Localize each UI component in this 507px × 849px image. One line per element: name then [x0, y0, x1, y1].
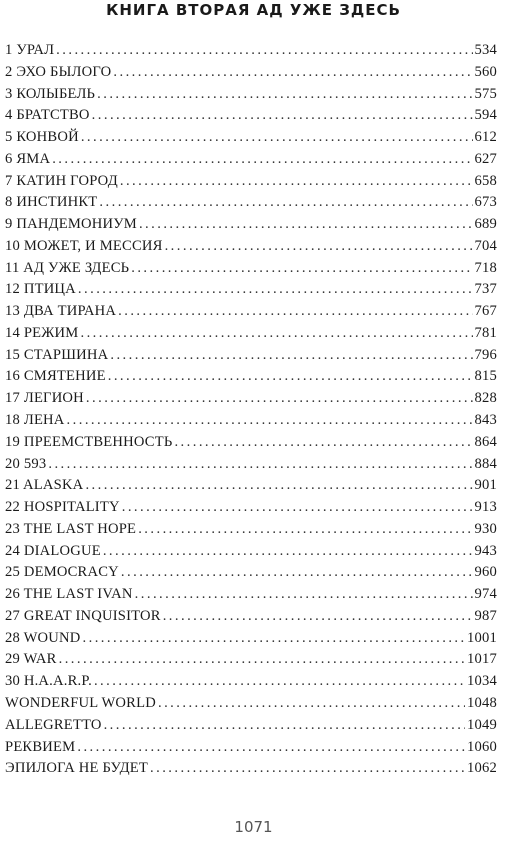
toc-entry — [5, 127, 497, 149]
dot-leader — [48, 454, 472, 476]
toc-entry-page: 1048 — [467, 694, 497, 711]
dot-leader — [131, 258, 472, 280]
toc-entry — [5, 584, 497, 606]
toc-entry — [5, 671, 497, 693]
toc-entry — [5, 475, 497, 497]
toc-entry — [5, 258, 497, 280]
toc-entry — [5, 105, 497, 127]
toc-entry-page: 534 — [474, 42, 497, 58]
toc-entry-title: ALLEGRETTO — [5, 716, 102, 733]
dot-leader — [85, 475, 472, 497]
toc-entry-title: 11 АД УЖЕ ЗДЕСЬ — [5, 259, 130, 276]
dot-leader — [52, 149, 472, 171]
toc-entry — [5, 323, 497, 345]
dot-leader — [99, 192, 472, 214]
toc-entry-page: 960 — [474, 564, 497, 581]
dot-leader — [174, 432, 472, 454]
toc-entry-title: 3 КОЛЫБЕЛЬ — [5, 85, 96, 102]
toc-entry-page: 718 — [474, 259, 497, 276]
toc-entry-title: 30 H.A.A.R.P. — [5, 673, 92, 690]
toc-entry — [5, 454, 497, 476]
toc-entry-page: 1060 — [467, 738, 497, 755]
toc-entry-title: 1 УРАЛ — [5, 42, 55, 58]
toc-entry-title: 16 СМЯТЕНИЕ — [5, 368, 106, 385]
toc-entry — [5, 693, 497, 715]
table-of-contents — [5, 40, 497, 780]
toc-entry-title: 26 THE LAST IVAN — [5, 586, 133, 603]
dot-leader — [139, 214, 473, 236]
toc-entry-title: WONDERFUL WORLD — [5, 694, 156, 711]
toc-entry-title: 18 ЛЕНА — [5, 412, 65, 429]
toc-entry-title: 10 МОЖЕТ, И МЕССИЯ — [5, 237, 163, 254]
toc-entry — [5, 649, 497, 671]
toc-entry-page: 930 — [474, 520, 497, 537]
toc-entry-title: 13 ДВА ТИРАНА — [5, 303, 117, 320]
dot-leader — [165, 236, 473, 258]
toc-entry-page: 658 — [474, 172, 497, 189]
toc-entry-title: 8 ИНСТИНКТ — [5, 194, 98, 211]
toc-entry-page: 594 — [474, 107, 497, 124]
dot-leader — [135, 584, 473, 606]
dot-leader — [92, 105, 473, 127]
toc-entry-page: 673 — [474, 194, 497, 211]
toc-entry-title: 27 GREAT INQUISITOR — [5, 607, 161, 624]
toc-entry-page: 1001 — [467, 629, 497, 646]
toc-entry-page: 974 — [474, 586, 497, 603]
toc-entry-page: 560 — [474, 63, 497, 80]
toc-entry-page: 843 — [474, 412, 497, 429]
dot-leader — [121, 562, 473, 584]
toc-entry-title: 12 ПТИЦА — [5, 281, 76, 298]
toc-entry-title: 22 HOSPITALITY — [5, 499, 120, 516]
dot-leader — [83, 628, 465, 650]
toc-entry-title: 4 БРАТСТВО — [5, 107, 90, 124]
toc-entry-page: 796 — [474, 346, 497, 363]
toc-entry — [5, 301, 497, 323]
toc-entry — [5, 562, 497, 584]
section-heading: КНИГА ВТОРАЯ АД УЖЕ ЗДЕСЬ — [106, 1, 401, 19]
dot-leader — [59, 649, 465, 671]
toc-entry-title: 24 DIALOGUE — [5, 542, 101, 559]
toc-entry-page: 627 — [474, 150, 497, 167]
dot-leader — [110, 345, 472, 367]
toc-entry — [5, 214, 497, 236]
toc-entry-title: 28 WOUND — [5, 629, 81, 646]
toc-entry — [5, 40, 497, 62]
toc-entry — [5, 737, 497, 759]
dot-leader — [67, 410, 473, 432]
dot-leader — [108, 366, 473, 388]
toc-entry — [5, 606, 497, 628]
toc-entry — [5, 410, 497, 432]
toc-entry-page: 828 — [474, 390, 497, 407]
toc-entry-title: 20 593 — [5, 455, 47, 472]
toc-entry — [5, 345, 497, 367]
dot-leader — [150, 758, 465, 780]
page-number: 1071 — [234, 818, 273, 836]
toc-entry-title: 19 ПРЕЕМСТВЕННОСТЬ — [5, 433, 173, 450]
toc-entry — [5, 84, 497, 106]
toc-entry-title: 15 СТАРШИНА — [5, 346, 109, 363]
toc-entry-page: 689 — [474, 216, 497, 233]
toc-entry-page: 781 — [474, 324, 497, 341]
toc-entry-page: 737 — [474, 281, 497, 298]
toc-entry-page: 612 — [474, 129, 497, 146]
toc-entry — [5, 192, 497, 214]
toc-entry-title: 17 ЛЕГИОН — [5, 390, 84, 407]
toc-entry-title: 21 ALASKA — [5, 477, 84, 494]
toc-entry-title: 14 РЕЖИМ — [5, 324, 79, 341]
toc-entry-title: 7 КАТИН ГОРОД — [5, 172, 118, 189]
dot-leader — [122, 497, 473, 519]
toc-entry — [5, 62, 497, 84]
dot-leader — [104, 715, 465, 737]
toc-entry — [5, 541, 497, 563]
toc-entry — [5, 388, 497, 410]
dot-leader — [138, 519, 472, 541]
toc-entry-title: 2 ЭХО БЫЛОГО — [5, 63, 112, 80]
toc-entry — [5, 432, 497, 454]
dot-leader — [158, 693, 465, 715]
dot-leader — [163, 606, 473, 628]
toc-entry — [5, 279, 497, 301]
toc-entry-page: 943 — [474, 542, 497, 559]
toc-entry — [5, 519, 497, 541]
dot-leader — [118, 301, 472, 323]
dot-leader — [120, 171, 473, 193]
dot-leader — [81, 127, 473, 149]
toc-entry-title: 29 WAR — [5, 651, 57, 668]
toc-entry — [5, 366, 497, 388]
toc-entry — [5, 628, 497, 650]
toc-entry-page: 1017 — [467, 651, 497, 668]
dot-leader — [77, 737, 465, 759]
toc-entry-title: ЭПИЛОГА НЕ БУДЕТ — [5, 760, 148, 777]
dot-leader — [86, 388, 473, 410]
toc-entry-page: 987 — [474, 607, 497, 624]
toc-entry-page: 767 — [474, 303, 497, 320]
toc-entry-page: 704 — [474, 237, 497, 254]
toc-entry — [5, 497, 497, 519]
dot-leader — [103, 541, 473, 563]
toc-entry-page: 901 — [474, 477, 497, 494]
dot-leader — [78, 279, 473, 301]
toc-entry-page: 1049 — [467, 716, 497, 733]
toc-entry — [5, 149, 497, 171]
toc-entry-title: 9 ПАНДЕМОНИУМ — [5, 216, 137, 233]
toc-entry-page: 864 — [474, 433, 497, 450]
toc-entry-page: 1034 — [467, 673, 497, 690]
toc-entry-title: 5 КОНВОЙ — [5, 129, 79, 146]
dot-leader — [113, 62, 472, 84]
toc-entry-page: 815 — [474, 368, 497, 385]
toc-entry — [5, 171, 497, 193]
dot-leader — [97, 84, 472, 106]
dot-leader — [80, 323, 472, 345]
toc-entry — [5, 758, 497, 780]
toc-entry-page: 1062 — [467, 760, 497, 777]
toc-entry-title: РЕКВИЕМ — [5, 738, 76, 755]
toc-entry-title: 25 DEMOCRACY — [5, 564, 119, 581]
toc-entry-page: 884 — [474, 455, 497, 472]
dot-leader — [56, 40, 472, 62]
toc-entry — [5, 715, 497, 737]
toc-entry — [5, 236, 497, 258]
dot-leader — [94, 671, 465, 693]
toc-entry-page: 913 — [474, 499, 497, 516]
toc-entry-title: 23 THE LAST HOPE — [5, 520, 137, 537]
toc-entry-title: 6 ЯМА — [5, 150, 51, 167]
toc-entry-page: 575 — [474, 85, 497, 102]
